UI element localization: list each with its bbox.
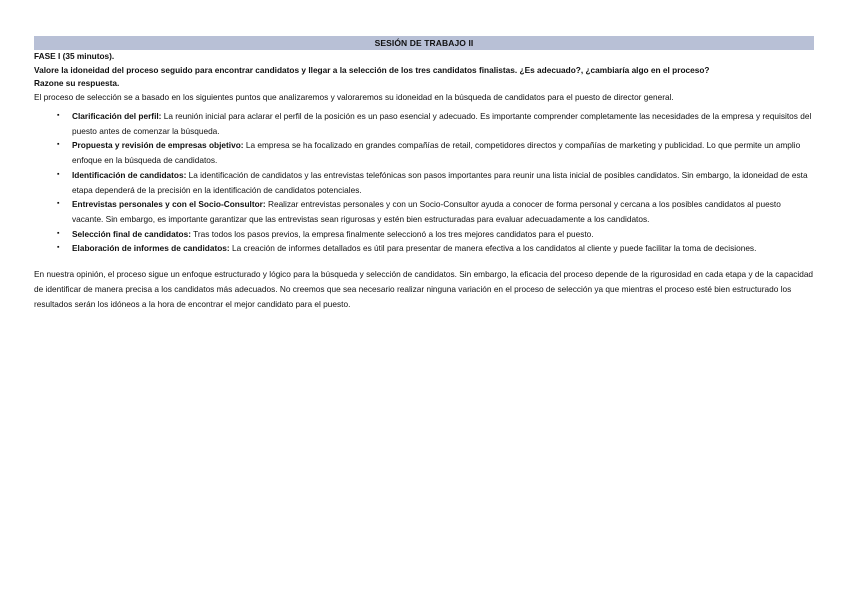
process-steps-list bbox=[34, 109, 814, 256]
step-title: Propuesta y revisión de empresas objetivo: bbox=[72, 140, 244, 151]
list-item bbox=[34, 227, 814, 242]
square-bullet-icon: ▪ bbox=[57, 112, 60, 119]
step-title: Selección final de candidatos: bbox=[72, 228, 191, 239]
square-bullet-icon: ▪ bbox=[57, 141, 60, 149]
step-text: La reunión inicial para aclarar el perfil de la posición es un paso esencial y adecuado. Es importante comprender completamente las necesidades de la empresa y requisitos del puesto antes de comenzar la búsqueda. bbox=[72, 111, 812, 136]
conclusion-paragraph: En nuestra opinión, el proceso sigue un enfoque estructurado y lógico para la búsqueda y selección de candidatos. Sin embargo, la eficacia del proceso depende de la rigurosidad en cada etapa y de la capacidad de identificar de manera precisa a los candidatos más adecuados. No creemos que sea necesario realizar ninguna variación en el proceso de selección ya que mientras el proceso esté bien estructurado los resultados serán los idóneos a la hora de encontrar el mejor candidato para el puesto. bbox=[34, 269, 814, 310]
square-bullet-icon: ▪ bbox=[57, 244, 60, 252]
phase-label: FASE I (35 minutos). bbox=[34, 51, 115, 61]
session-title: SESIÓN DE TRABAJO II bbox=[374, 38, 474, 48]
phase-question: Valore la idoneidad del proceso seguido para encontrar candidatos y llegar a la selección de los tres candidatos finalistas. ¿Es adecuado?, ¿cambiaría algo en el proceso? bbox=[34, 64, 710, 75]
step-title: Elaboración de informes de candidatos: bbox=[72, 243, 230, 254]
step-text: La empresa se ha focalizado en grandes compañías de retail, competidores directos y compañías de marketing y publicidad. Lo que permite un amplio enfoque en la búsqueda de candidatos. bbox=[72, 140, 801, 166]
step-title: Clarificación del perfil: bbox=[72, 111, 162, 121]
step-text: La identificación de candidatos y las entrevistas telefónicas son pasos importantes para reunir una lista inicial de posibles candidatos. Sin embargo, la idoneidad de esta etapa dependerá de la precisión en la identificación de candidatos potenciales. bbox=[72, 169, 808, 195]
step-text: La creación de informes detallados es útil para presentar de manera efectiva a los candidatos al cliente y puede facilitar la toma de decisiones. bbox=[229, 243, 757, 254]
list-item bbox=[34, 197, 814, 226]
list-item bbox=[34, 168, 814, 197]
list-item bbox=[34, 138, 814, 167]
phase-intro: El proceso de selección se a basado en los siguientes puntos que analizaremos y valoraremos su idoneidad en la búsqueda de candidatos para el puesto de director general. bbox=[34, 91, 674, 102]
list-item bbox=[34, 241, 814, 256]
step-title: Entrevistas personales y con el Socio-Consultor: bbox=[72, 199, 266, 210]
list-item bbox=[34, 109, 814, 138]
session-title-bar bbox=[34, 36, 814, 50]
step-text: Tras todos los pasos previos, la empresa finalmente seleccionó a los tres mejores candidatos para el puesto. bbox=[190, 228, 594, 239]
square-bullet-icon: ▪ bbox=[57, 200, 60, 208]
document-page bbox=[34, 36, 814, 312]
step-title: Identificación de candidatos: bbox=[72, 169, 187, 180]
phase-instruction: Razone su respuesta. bbox=[34, 78, 120, 88]
step-text: Realizar entrevistas personales y con un Socio-Consultor ayuda a conocer de forma personal y cercana a los posibles candidatos al puesto vacante. Sin embargo, es importante garantizar que las entrevistas sean rigurosas y estén bien estructuradas para evaluar adecuadamente a los candidatos. bbox=[72, 199, 781, 224]
square-bullet-icon: ▪ bbox=[57, 170, 60, 178]
square-bullet-icon: ▪ bbox=[57, 229, 60, 237]
